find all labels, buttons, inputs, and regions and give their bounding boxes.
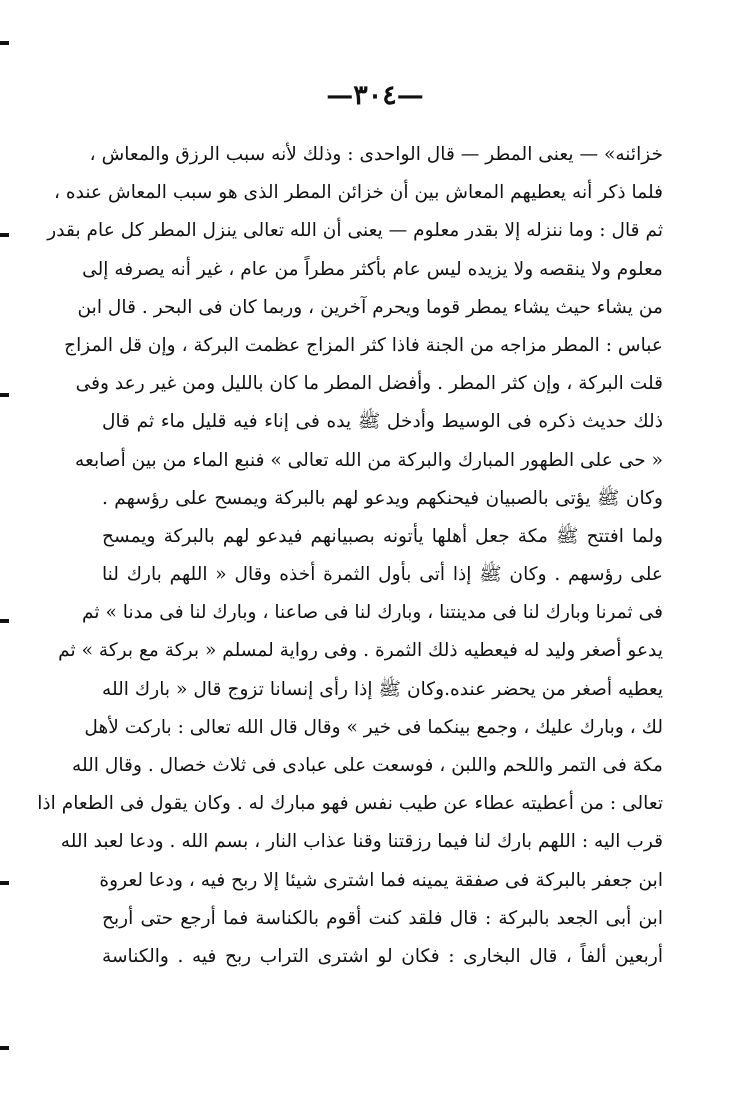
text-line: فلما ذكر أنه يعطيهم المعاش بين أن خزائن المطر الذى هو سبب المعاش عنده ، [54,182,663,204]
text-line: يعطيه أصغر من يحضر عنده.وكان ﷺ إذا رأى إنسانا تزوج قال « بارك الله [102,678,663,700]
text-line: « حى على الطهور المبارك والبركة من الله تعالى » فنبع الماء من بين أصابعه [75,449,663,471]
margin-mark [0,1046,9,1050]
text-line: معلوم ولا ينقصه ولا يزيده ليس عام بأكثر مطراً من عام ، غير أنه يصرفه إلى [82,258,663,280]
margin-mark [0,393,9,397]
text-line: لك ، وبارك عليك ، وجمع بينكما فى خير » وقال قال الله تعالى : باركت لأهل [84,716,663,738]
text-line: ثم قال : وما ننزله إلا بقدر معلوم — يعنى أن الله تعالى ينزل المطر كل عام بقدر [47,220,663,242]
text-line: تعالى : من أعطيته عطاء عن طيب نفس فهو مبارك له . وكان يقول فى الطعام اذا [37,793,663,815]
body-text [37,136,663,976]
text-line: يدعو أصغر وليد له فيعطيه ذلك الثمرة . وفى رواية لمسلم « بركة مع بركة » ثم [58,640,663,662]
page-number: —٣٠٤— [326,80,424,111]
text-line: فى ثمرنا وبارك لنا فى مدينتنا ، وبارك لنا فى صاعنا ، وبارك لنا فى مدنا » ثم [82,602,663,624]
margin-mark [0,619,9,623]
text-line: مكة فى التمر واللحم واللبن ، فوسعت على عبادى فى ثلاث خصال . وقال الله [72,755,663,776]
text-line: من يشاء حيث يشاء يمطر قوما ويحرم آخرين ، وربما كان فى البحر . قال ابن [77,296,663,318]
margin-mark [0,41,9,45]
text-line: قلت البركة ، وإن كثر المطر . وأفضل المطر ما كان بالليل ومن غير رعد وفى [75,373,663,395]
text-line: أربعين ألفاً ، قال البخارى : فكان لو اشترى التراب ربح فيه . والكناسة [102,945,663,967]
text-line: خزائنه» — يعنى المطر — قال الواحدى : وذلك لأنه سبب الرزق والمعاش ، [89,144,663,165]
margin-mark [0,233,9,237]
text-line: ذلك حديث ذكره فى الوسيط وأدخل ﷺ يده فى إناء فيه قليل ماء ثم قال [102,411,663,433]
text-line: ابن جعفر بالبركة فى صفقة يمينه فما اشترى شيئا إلا ربح فيه ، ودعا لعروة [99,869,663,891]
text-line: قرب اليه : اللهم بارك لنا فيما رزقتنا وقنا عذاب النار ، بسم الله . ودعا لعبد الله [60,831,663,853]
text-line: وكان ﷺ يؤتى بالصبيان فيحنكهم ويدعو لهم بالبركة ويمسح على رؤسهم . [102,487,663,509]
text-line: عباس : المطر مزاجه من الجنة فاذا كثر المزاج عظمت البركة ، وإن قل المزاج [64,334,663,356]
margin-mark [0,881,9,885]
text-line: ولما افتتح ﷺ مكة جعل أهلها يأتونه بصبيانهم فيدعو لهم بالبركة ويمسح [102,525,663,547]
text-line: على رؤسهم . وكان ﷺ إذا أتى بأول الثمرة أخذه وقال « اللهم بارك لنا [102,564,663,586]
text-line: ابن أبى الجعد بالبركة : قال فلقد كنت أقوم بالكناسة فما أرجع حتى أربح [102,907,663,929]
